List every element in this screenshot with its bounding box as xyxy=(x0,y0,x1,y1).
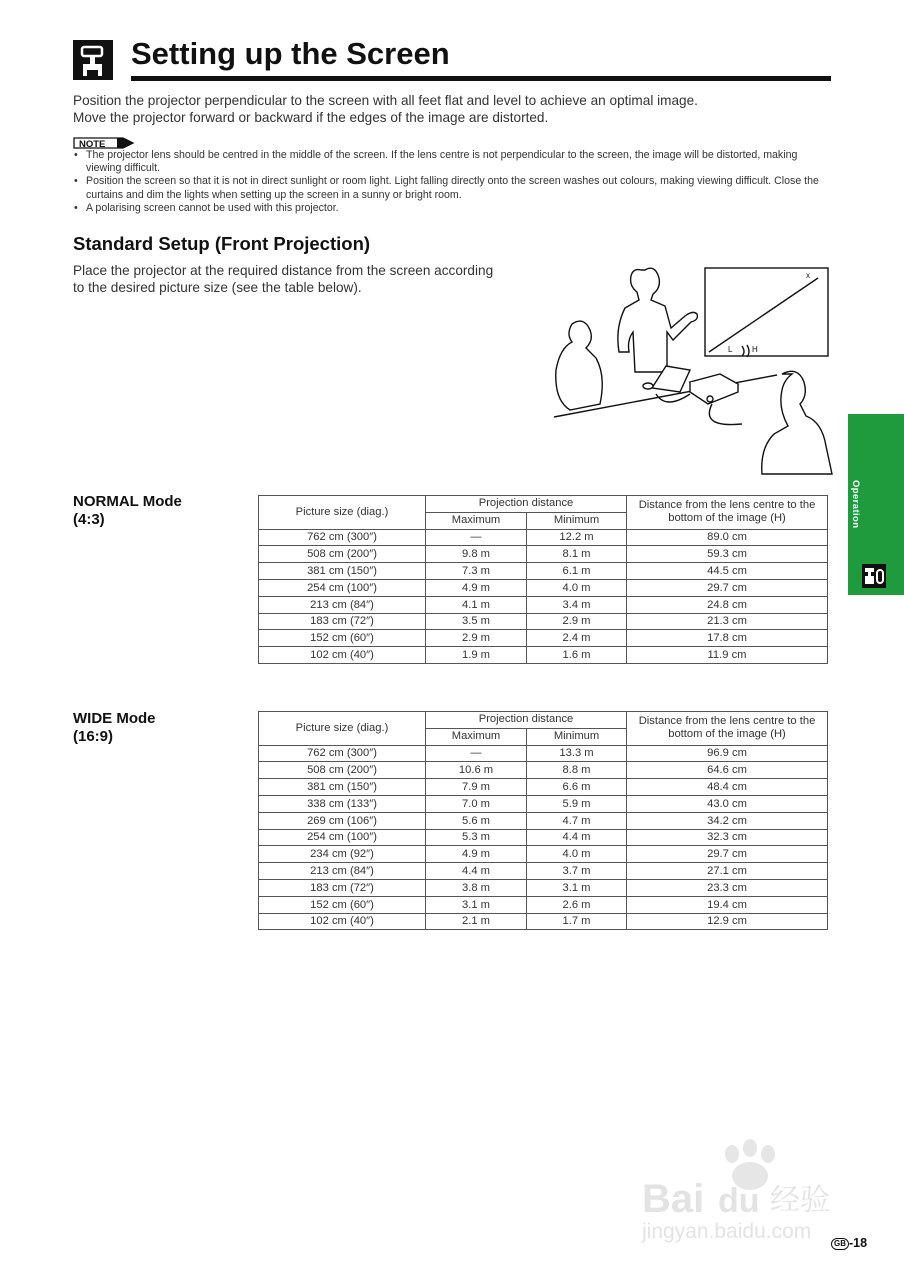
cell-minimum: 2.4 m xyxy=(527,630,627,647)
cell-picture-size: 183 cm (72″) xyxy=(259,613,426,630)
cell-minimum: 2.9 m xyxy=(527,613,627,630)
wide-mode-label xyxy=(73,710,156,746)
page-number-value: -18 xyxy=(849,1236,868,1250)
cell-minimum: 8.1 m xyxy=(527,546,627,563)
table-row xyxy=(259,647,828,664)
wide-mode-title: WIDE Mode xyxy=(73,710,156,727)
table-row xyxy=(259,563,828,580)
cell-distance-h: 32.3 cm xyxy=(627,829,828,846)
cell-minimum: 13.3 m xyxy=(527,745,627,762)
cell-minimum: 4.4 m xyxy=(527,829,627,846)
cell-maximum: 5.3 m xyxy=(426,829,527,846)
wide-mode-rows xyxy=(259,745,828,930)
normal-mode-rows xyxy=(259,529,828,663)
screen-setup-icon xyxy=(73,40,113,80)
cell-maximum: 10.6 m xyxy=(426,762,527,779)
col-distance-h: Distance from the lens centre to the bottom of the image (H) xyxy=(627,496,828,530)
watermark-bai: Bai xyxy=(642,1177,705,1221)
table-row xyxy=(259,745,828,762)
cell-picture-size: 508 cm (200″) xyxy=(259,762,426,779)
cell-minimum: 1.6 m xyxy=(527,647,627,664)
cell-maximum: 7.3 m xyxy=(426,563,527,580)
cell-picture-size: 254 cm (100″) xyxy=(259,829,426,846)
cell-distance-h: 34.2 cm xyxy=(627,812,828,829)
cell-minimum: 3.1 m xyxy=(527,879,627,896)
col-picture-size: Picture size (diag.) xyxy=(259,496,426,530)
note-item: • Position the screen so that it is not in direct sunlight or room light. Light falling directly onto the screen washes out colours, making viewing difficult. Close the curtains and dim the lights when setting up the screen in a sunny or bright room. xyxy=(74,175,834,201)
cell-maximum: 4.9 m xyxy=(426,579,527,596)
cell-maximum: 7.9 m xyxy=(426,779,527,796)
cell-maximum: 3.8 m xyxy=(426,879,527,896)
cell-maximum: 2.9 m xyxy=(426,630,527,647)
cell-distance-h: 59.3 cm xyxy=(627,546,828,563)
cell-picture-size: 762 cm (300″) xyxy=(259,745,426,762)
title-rule xyxy=(131,76,831,81)
cell-picture-size: 152 cm (60″) xyxy=(259,896,426,913)
cell-maximum: 3.1 m xyxy=(426,896,527,913)
cell-distance-h: 21.3 cm xyxy=(627,613,828,630)
table-row xyxy=(259,795,828,812)
normal-mode-ratio: (4:3) xyxy=(73,511,105,528)
cell-distance-h: 27.1 cm xyxy=(627,863,828,880)
col-minimum: Minimum xyxy=(527,512,627,529)
cell-minimum: 12.2 m xyxy=(527,529,627,546)
table-row xyxy=(259,579,828,596)
cell-picture-size: 269 cm (106″) xyxy=(259,812,426,829)
table-row xyxy=(259,812,828,829)
wide-mode-ratio: (16:9) xyxy=(73,728,114,745)
cell-distance-h: 24.8 cm xyxy=(627,596,828,613)
cell-maximum: 2.1 m xyxy=(426,913,527,930)
table-row xyxy=(259,546,828,563)
cell-distance-h: 23.3 cm xyxy=(627,879,828,896)
cell-maximum: 3.5 m xyxy=(426,613,527,630)
cell-minimum: 6.6 m xyxy=(527,779,627,796)
cell-picture-size: 381 cm (150″) xyxy=(259,779,426,796)
cell-picture-size: 183 cm (72″) xyxy=(259,879,426,896)
cell-picture-size: 213 cm (84″) xyxy=(259,596,426,613)
note-list xyxy=(74,149,834,215)
label-x: x xyxy=(806,271,810,280)
cell-minimum: 2.6 m xyxy=(527,896,627,913)
intro-line: Position the projector perpendicular to the screen with all feet flat and level to achieve an optimal image. xyxy=(73,93,698,108)
cell-picture-size: 234 cm (92″) xyxy=(259,846,426,863)
label-h: H xyxy=(752,345,758,354)
table-row xyxy=(259,762,828,779)
table-row xyxy=(259,613,828,630)
cell-maximum: 7.0 m xyxy=(426,795,527,812)
cell-maximum: — xyxy=(426,745,527,762)
cell-picture-size: 102 cm (40″) xyxy=(259,647,426,664)
cell-maximum: — xyxy=(426,529,527,546)
section-line: to the desired picture size (see the table below). xyxy=(73,280,362,295)
cell-distance-h: 19.4 cm xyxy=(627,896,828,913)
cell-picture-size: 152 cm (60″) xyxy=(259,630,426,647)
cell-minimum: 4.7 m xyxy=(527,812,627,829)
col-maximum: Maximum xyxy=(426,728,527,745)
wide-mode-table xyxy=(258,711,828,930)
watermark-jingyan: 经验 xyxy=(770,1183,830,1218)
cell-distance-h: 43.0 cm xyxy=(627,795,828,812)
cell-distance-h: 12.9 cm xyxy=(627,913,828,930)
cell-picture-size: 508 cm (200″) xyxy=(259,546,426,563)
cell-picture-size: 762 cm (300″) xyxy=(259,529,426,546)
col-picture-size: Picture size (diag.) xyxy=(259,712,426,746)
operation-icon xyxy=(862,564,886,588)
baidu-watermark xyxy=(640,1130,860,1250)
col-projection-distance: Projection distance xyxy=(426,496,627,513)
cell-distance-h: 17.8 cm xyxy=(627,630,828,647)
table-row xyxy=(259,896,828,913)
section-heading: Standard Setup (Front Projection) xyxy=(73,233,371,254)
region-badge: GB xyxy=(831,1238,849,1250)
page-number xyxy=(831,1236,867,1250)
front-projection-illustration xyxy=(552,262,837,477)
cell-distance-h: 29.7 cm xyxy=(627,579,828,596)
note-badge-label: NOTE xyxy=(79,139,106,149)
cell-minimum: 4.0 m xyxy=(527,579,627,596)
col-minimum: Minimum xyxy=(527,728,627,745)
table-row xyxy=(259,829,828,846)
table-row xyxy=(259,529,828,546)
table-row xyxy=(259,879,828,896)
cell-maximum: 4.9 m xyxy=(426,846,527,863)
table-row xyxy=(259,630,828,647)
cell-maximum: 4.4 m xyxy=(426,863,527,880)
cell-minimum: 4.0 m xyxy=(527,846,627,863)
table-row xyxy=(259,596,828,613)
cell-distance-h: 48.4 cm xyxy=(627,779,828,796)
cell-minimum: 5.9 m xyxy=(527,795,627,812)
cell-distance-h: 29.7 cm xyxy=(627,846,828,863)
cell-minimum: 1.7 m xyxy=(527,913,627,930)
section-line: Place the projector at the required distance from the screen according xyxy=(73,263,494,278)
normal-mode-table xyxy=(258,495,828,664)
cell-picture-size: 338 cm (133″) xyxy=(259,795,426,812)
note-item: • The projector lens should be centred in the middle of the screen. If the lens centre is not perpendicular to the screen, the image will be distorted, making viewing difficult. xyxy=(74,149,834,175)
cell-maximum: 4.1 m xyxy=(426,596,527,613)
table-row xyxy=(259,779,828,796)
watermark-url: jingyan.baidu.com xyxy=(642,1220,812,1243)
intro-line: Move the projector forward or backward if the edges of the image are distorted. xyxy=(73,110,549,125)
cell-maximum: 1.9 m xyxy=(426,647,527,664)
note-badge xyxy=(73,136,135,148)
table-row xyxy=(259,846,828,863)
col-projection-distance: Projection distance xyxy=(426,712,627,729)
page-title: Setting up the Screen xyxy=(131,36,450,71)
cell-distance-h: 64.6 cm xyxy=(627,762,828,779)
cell-distance-h: 11.9 cm xyxy=(627,647,828,664)
watermark-du: du xyxy=(718,1182,760,1220)
cell-distance-h: 96.9 cm xyxy=(627,745,828,762)
cell-picture-size: 102 cm (40″) xyxy=(259,913,426,930)
col-distance-h: Distance from the lens centre to the bottom of the image (H) xyxy=(627,712,828,746)
cell-picture-size: 254 cm (100″) xyxy=(259,579,426,596)
normal-mode-title: NORMAL Mode xyxy=(73,493,182,510)
table-row xyxy=(259,913,828,930)
cell-minimum: 3.7 m xyxy=(527,863,627,880)
note-item: • A polarising screen cannot be used with this projector. xyxy=(74,202,834,215)
section-side-tab: Operation xyxy=(848,414,904,595)
cell-minimum: 3.4 m xyxy=(527,596,627,613)
intro-paragraph xyxy=(73,92,833,126)
normal-mode-label xyxy=(73,493,182,529)
label-l: L xyxy=(728,345,733,354)
cell-minimum: 6.1 m xyxy=(527,563,627,580)
cell-maximum: 9.8 m xyxy=(426,546,527,563)
table-row xyxy=(259,863,828,880)
section-paragraph xyxy=(73,262,553,296)
cell-distance-h: 89.0 cm xyxy=(627,529,828,546)
cell-distance-h: 44.5 cm xyxy=(627,563,828,580)
cell-picture-size: 381 cm (150″) xyxy=(259,563,426,580)
cell-maximum: 5.6 m xyxy=(426,812,527,829)
col-maximum: Maximum xyxy=(426,512,527,529)
cell-minimum: 8.8 m xyxy=(527,762,627,779)
cell-picture-size: 213 cm (84″) xyxy=(259,863,426,880)
